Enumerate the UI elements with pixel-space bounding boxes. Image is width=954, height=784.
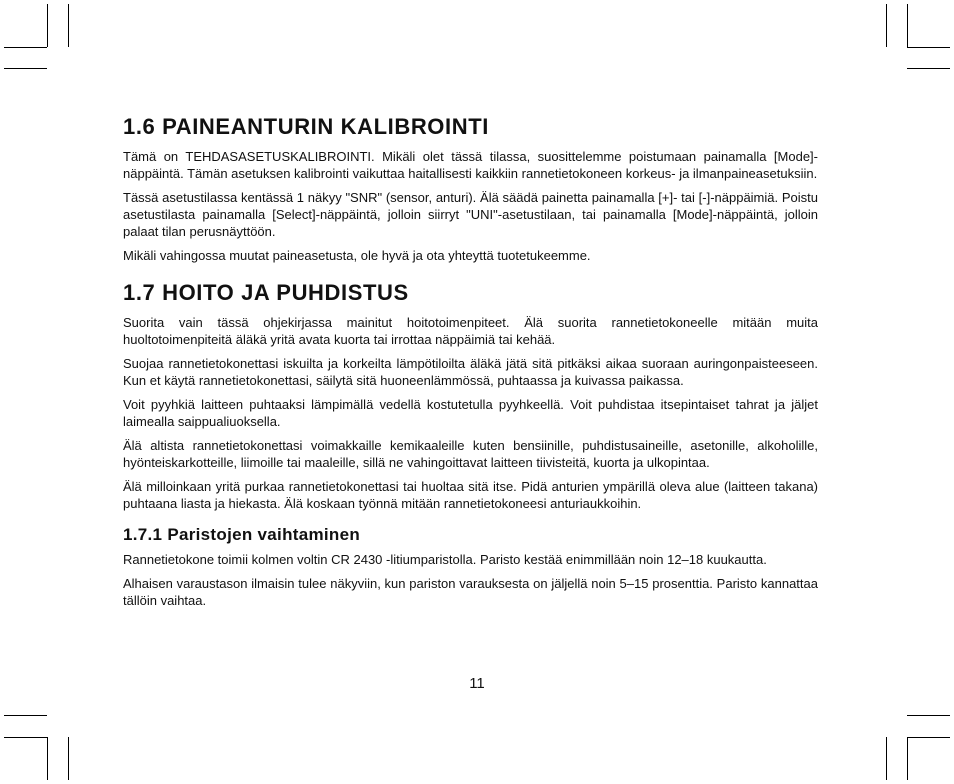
crop-mark: [886, 4, 887, 47]
crop-mark: [4, 68, 47, 69]
crop-mark: [68, 4, 69, 47]
page-number: 11: [469, 675, 485, 692]
crop-mark: [47, 737, 48, 780]
crop-mark: [886, 737, 887, 780]
crop-mark: [907, 4, 908, 47]
crop-mark: [4, 715, 47, 716]
paragraph: Alhaisen varaustason ilmaisin tulee näkyviin, kun pariston varauksesta on jäljellä noin 5–15 prosenttia. Paristo kannattaa tällöin vaihtaa.: [123, 576, 818, 608]
crop-mark: [68, 737, 69, 780]
section-calibration: [123, 114, 818, 264]
subsection-heading: 1.7.1 Paristojen vaihtaminen: [123, 525, 361, 544]
paragraph: Voit pyyhkiä laitteen puhtaaksi lämpimällä vedellä kostutetulla pyyhkeellä. Voit puhdistaa itsepintaiset tahrat ja jäljet laimealla saippualiuoksella.: [123, 397, 818, 429]
paragraph: Suojaa rannetietokonettasi iskuilta ja korkeilta lämpötiloilta äläkä jätä sitä pitkäksi aikaa suoraan auringonpaisteeseen. Kun et käytä rannetietokonettasi, säilytä sitä huoneenlämmössä, puhtaassa ja kuivassa paikassa.: [123, 356, 818, 388]
paragraph: Tässä asetustilassa kentässä 1 näkyy "SNR" (sensor, anturi). Älä säädä painetta painamalla [+]- tai [-]-näppäimiä. Poistu asetustilasta painamalla [Select]-näppäintä, jolloin siirryt "UNI"-asetustilaan, tai painamalla [Mode]-näppäintä, jolloin palaat tilan perusnäyttöön.: [123, 190, 818, 239]
paragraph: Tämä on TEHDASASETUSKALIBROINTI. Mikäli olet tässä tilassa, suosittelemme poistumaan painamalla [Mode]-näppäintä. Tämän asetuksen kalibrointi vaikuttaa haitallisesti kaikkiin rannetietokoneen korkeus- ja ilmanpaineasetuksiin.: [123, 149, 818, 181]
section-care-cleaning: [123, 280, 818, 512]
crop-mark: [907, 737, 950, 738]
crop-mark: [907, 715, 950, 716]
crop-mark: [907, 68, 950, 69]
crop-mark: [4, 47, 47, 48]
paragraph: Suorita vain tässä ohjekirjassa mainitut hoitotoimenpiteet. Älä suorita rannetietokoneelle mitään muita huoltotoimenpiteitä äläkä yritä avata kuorta tai irrottaa näppäimiä tai kehää.: [123, 315, 818, 347]
paragraph: Mikäli vahingossa muutat paineasetusta, ole hyvä ja ota yhteyttä tuotetukeemme.: [123, 248, 591, 263]
paragraph: Älä milloinkaan yritä purkaa rannetietokonettasi tai huoltaa sitä itse. Pidä anturien ympärillä oleva alue (laitteen takana) puhtaana liasta ja hiekasta. Älä koskaan työnnä mitään rannetietokoneesi anturiaukkoihin.: [123, 479, 818, 511]
section-heading: 1.6 PAINEANTURIN KALIBROINTI: [123, 114, 489, 139]
crop-mark: [907, 737, 908, 780]
section-heading: 1.7 HOITO JA PUHDISTUS: [123, 280, 409, 305]
page-content: [123, 114, 818, 616]
crop-mark: [47, 4, 48, 47]
section-battery-replacement: [123, 524, 818, 609]
crop-mark: [907, 47, 950, 48]
crop-mark: [4, 737, 47, 738]
paragraph: Rannetietokone toimii kolmen voltin CR 2430 -litiumparistolla. Paristo kestää enimmillään noin 12–18 kuukautta.: [123, 552, 767, 567]
paragraph: Älä altista rannetietokonettasi voimakkaille kemikaaleille kuten bensiinille, puhdistusaineille, asetonille, alkoholille, hyönteiskarkotteille, liimoille tai maaleille, sillä ne vahingoittavat laitteen tiivisteitä, kuorta ja ulkopintaa.: [123, 438, 818, 470]
